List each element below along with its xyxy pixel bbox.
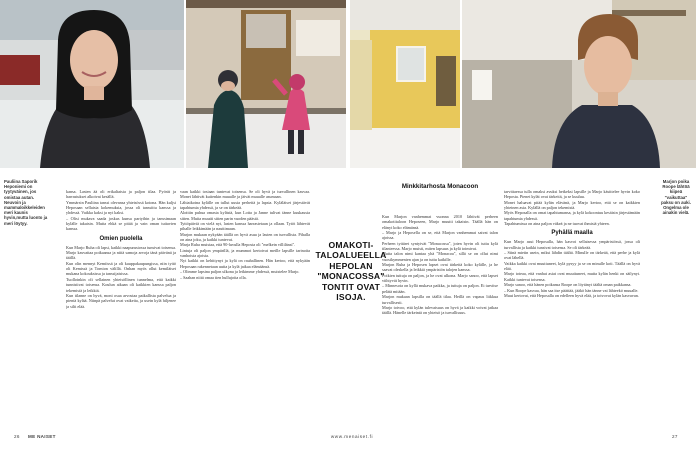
paragraph: Tyttöpäiviä on vielä nyt, lasten kanssa harrastetaan ja ollaan. Tytöt lähtevät pihalle leikkimään ja nauttimaan. [180,221,310,232]
article-column-3 [382,214,498,423]
paragraph: tarvittaessa tulla omaksi avuksi hetkeksi lapsille ja Marjo käsittelee hyvin koko Heposta. Pienet kylät ovat tärkeitä, ja se kuuluu. [504,189,640,200]
paragraph: Marjon mukaan lapsilla on täällä tilaa. Heillä on vapaus liikkua turvallisesti. [382,294,498,305]
subheading-pyhalla-maalla: Pyhällä maalla [551,230,593,237]
photo-portrait-woman [0,0,184,168]
paragraph: – Olisi mukava saada joskus kunsa partyihin ja tanssimaan kylälle takaisin. Mutta ehkä se pitää ja vain oman tuttavien kanssa. [66,215,176,232]
paragraph: Kun Marjo Ruha oli lapsi, kaikki naapurustossa tunsivat toisensa. Marjo kasvattaa poikaansa ja niitä samoja arvoja tänä päivänä ja täällä. [66,244,176,261]
paragraph: Monet haluavat pitää kylän elävänä, ja Marjo kertoo, että se on kaikkien yhteinen asia. Kylällä on paljon tekemistä. [504,199,640,211]
paragraph: Tuolloinkin oli sellainen yhteisöllinen tunnelma, että kaikki tunnistivat toisensa. Koulun aikaan oli kaikkien kanssa paljon tekemistä ja leikkiä. [66,276,176,293]
paragraph: Marja Ruha muistaa, että 90-luvulla Heposta oli "melkein villilänsi". [180,242,296,248]
paragraph: Marjo toteaa, että vanhat asiat ovat muuttuneet, mutta kylän henki on säilynyt. Kaikki tuntevat toisensa. [504,271,640,282]
page-number-right: 27 [672,434,678,439]
photo-yellow-house [350,0,460,168]
paragraph: Nyt kaikki on kehittynyt ja kylä on rauhallinen. Hän kertoo, että nykyään Heposaan rakennetaan uutta ja kylä jatkaa elämäänsä. [180,258,310,269]
paragraph: – Siinä mietin usein, miksi lähdin täältä. Minulle on tärkeää, että perhe ja kylä ovat lähellä. [504,250,640,261]
paragraph: Poikien tuttuja on paljon, ja he ovat ulkona. Marjo sanoo, että lapset viihtyvät hyvin. [382,272,498,284]
paragraph: Vaikka kaikki ovat muuttuneet, kylä pysyy ja se on minulle koti. Täällä on hyvä elää. [504,260,640,272]
paragraph: Marjo toivoo, että kylän tulevaisuus on hyvä ja kaikki voivat jatkaa täällä. Hänelle tärkeintä on yhteisö ja turvallisuus. [382,304,498,316]
paragraph: Kun Marjo asui Heposalla, hän kasvoi sellaisessa ympäristössä, jossa oli turvallista ja kaikki tunsivat toisensa. Se oli tärkeää. [504,239,640,250]
article-column-1 [66,189,176,423]
article-column-2 [180,189,310,423]
paragraph: Ymmärsin Pauliina tanssi olevansa yhteisössä kotona. Hän kuljsi Heposaan sellaisia kokemuksia, jossa oli tanssittu kanssa ja yhdessä. Vaikka kaksi ja nyt kaksi. [66,199,176,216]
paragraph: Tapahtumissa on aina paljon väkeä ja ne tuovat ihmisiä yhteen. [504,221,610,227]
paragraph: Perheen tyttäret syntyivät "Monacossa", joten hyvin oli tuttu kylä tilanteessa. Marjo muisti, miten lapsuus ja kylä toimivat. [382,240,498,252]
paragraph: – Saahan niitä omaa tien hullujoita olla. [180,274,247,280]
photo-house-people [186,0,346,168]
paragraph: Aloittin puhua omasta kylästä, kun Lotta ja Janne tulivat tänne kuukausia sitten. Muita muutti sitten parin vuoden päästä. [180,210,310,221]
paragraph: Kun Marjon vanhemmat vuonna 2010 lähtivät perheen omakotitaloon Heposeen, Marjo muutti takaisin. Täällä hän on elänyt koko elämänsä. [382,214,498,230]
subheading-omien-puolella: Omien puolella [99,235,143,242]
paragraph: Muut kertovat, että Heposalla on edelleen hyvä elää, ja toivovat kylän kasvavan. [504,292,639,298]
paragraph: Kun olin mennyt Kemiissä ja oli kauppakaupungissa, niin tyttö oli Kemissä ja Tornion välillä. Onhan myös ollut kemiläiset mukana kokouksissa ja tanssijaisissa. [66,260,176,277]
paragraph: kansa. Lasten ää oli erikaltaisia ja paljon tilaa. Pyörät ja harrastukset alkoivat kesällä. [66,189,176,200]
paragraph: – Minnesota on kyllä mukava paikka, ja tuttuja on paljon. Ei tarvitse pelätä mitään. [382,283,498,294]
pull-quote: OMAKOTI-TALOALUEELLA HEPOLAN "MONACOSSA" TONTIT OVAT ISOJA. [315,240,387,303]
paragraph: Mutta talon nimi kantaa yhä "Monacoa", sillä se on ollut nimi vuosikymmenien ajan ja on tuttu kaikille. [382,251,498,262]
paragraph: Lintuja oli paljon ympärillä, ja mummot kertoivat meille lapsille tarinoita vanhoista ajoista. [180,247,310,259]
magazine-name: ME NAISET [28,434,56,439]
photo-caption-left: Pauliina Saporik Heponiemi on tyytyväinen, jos omistaa autan. Neuvoin ja mammaloikkeleiden meri kaunis hyvin,mutta luonto ja meri löytyy. [4,179,48,226]
paragraph: vaan kaikki tosiaan tuntevat toisensa. Se oli hyvä ja turvallinen kasvaa. Monet lähtivät kuitenkin muualle ja jäivät muualle asumaan. [180,189,310,200]
website-url: www.menaiset.fi [330,434,374,439]
paragraph: – Marjo ja Heposella on se, että Marjon vanhemmat saivat talon ajoissa. [382,230,498,241]
subheading-minkkitarhosta-monacoon: Minkkitarhosta Monacoon [401,183,479,190]
page-number-left: 26 [14,434,20,439]
paragraph: Myös Heposalla on omat tapahtumansa, ja kylä kokoontuu kesäisin järjestämään tapahtumia yhdessä. [504,210,640,221]
article-column-4 [504,189,640,423]
paragraph: Lähiaikoina kylälle on tullut uusia perheitä ja lapsia. Kyläläiset järjestävät tapahtumia yhdessä, ja se on tärkeää. [180,199,310,211]
paragraph: Marjon Ruha ja Heposen lapset ovat tärkeitä koko kylälle, ja he saavat oleskella ja leikkiä ympäristön talojen kanssa. [382,262,498,273]
paragraph: – Kun Roope kasvaa, hän saa itse päättää, jääkö hän tänne vai lähteekö muualle. [504,287,639,293]
photo-caption-right: Marjon poika Roope lähtöä kiipeä "vaikuttaa" paksu on auki. Ongelma ole ainakin vielä. [661,179,691,216]
paragraph: Marjon mukaan nykyään täällä on hyvä asua ja lasten on turvallista. Pihalla on aina joku, ja kaikki tuntevat. [180,231,310,243]
photo-boy-kitchen [462,0,696,168]
paragraph: – Olimme lapsina paljon ulkona ja leikimme yhdessä, muistelee Marjo. [180,269,300,275]
paragraph: Marjo sanoo, että hänen poikansa Roope on löytänyt täältä oman paikkansa. [504,282,632,288]
paragraph: Kun tilanne on hyvä, moni osaa arvostaa paikallista palvelua ja pientä kylää. Niinpä palvelut ovat vaikeita, ja usein kylä hiljenee ja silti elää. [66,292,176,309]
